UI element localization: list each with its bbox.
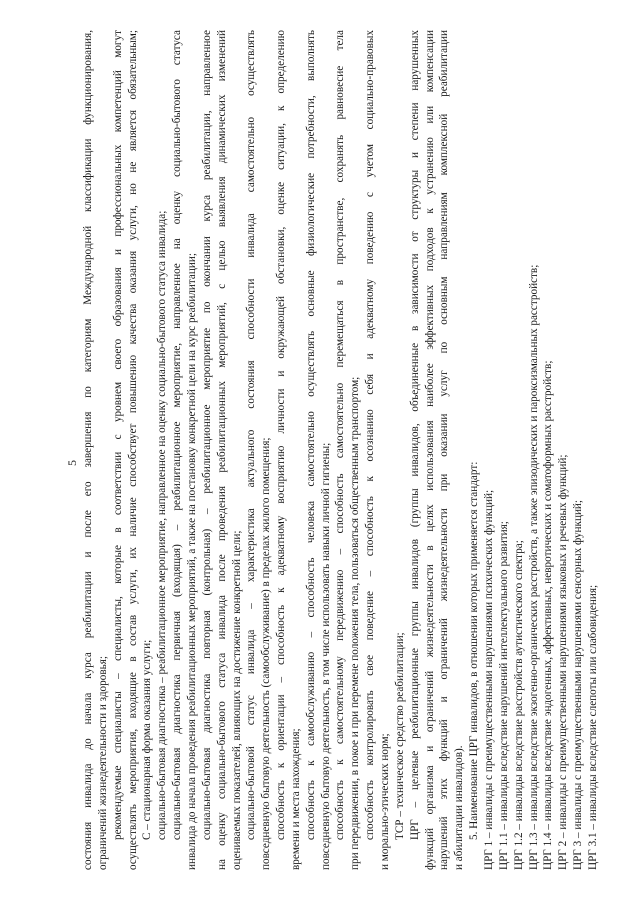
text-line: и абилитации инвалидов). bbox=[453, 745, 466, 870]
text-line: ЦРГ 1.4 – инвалиды вследствие эндогенных, аффективных, невротических и соматоформных расстройств; bbox=[542, 360, 555, 870]
text-line: инвалида до начала проведения реабилитационных мероприятий, а также на постановку конкретной цели на курс реабилитации; bbox=[185, 253, 198, 870]
text-line: оцениваемых показателей, влияющих на достижение конкретной цели; bbox=[230, 530, 243, 870]
text-line: социально-бытовой статус инвалида – характеристика актуального состояния способности инвалида самостоятельно осуществлять bbox=[245, 30, 258, 840]
text-line: ЦРГ 1.2 – инвалиды вследствие расстройств аутистического спектра; bbox=[512, 540, 525, 870]
text-line: нарушений этих функций и ограничений жизнедеятельности при оказании услуг по основным направлениям комплексной реабилитации bbox=[438, 30, 451, 870]
text-line: рекомендуемые специалисты – специалисты, которые в соответствии с уровнем своего образования и профессиональных компетенций могут bbox=[111, 30, 124, 840]
text-line: состояния инвалида до начала курса реабилитации и после его завершения по категориям Международной классификации функционирования, bbox=[82, 30, 94, 870]
text-line: социально-бытовая диагностика повторная (контрольная) – реабилитационное мероприятие по окончании курса реабилитации, направленное bbox=[200, 30, 213, 840]
text-line: социально-бытовая диагностика – реабилитационное мероприятие, направленное на оценку социально-бытового статуса инвалида; bbox=[156, 210, 169, 840]
text-line: ЦРГ 1.3 – инвалиды вследствие экзогенно-органических расстройств, а также эпизодических и пароксизмальных расстройств; bbox=[527, 264, 540, 870]
text-line: ЦРГ 1 – инвалиды с преимущественными нарушениями психических функций; bbox=[482, 489, 495, 870]
text-line: способность к самообслуживанию – способность человека самостоятельно осуществлять основные физиологические потребности, выполнять bbox=[304, 30, 317, 840]
text-line: осуществлять мероприятия, входящие в состав услуги, их наличие способствует повышению качества оказания услуги, но не является обязательным; bbox=[126, 30, 139, 870]
rotated-text-block bbox=[65, 30, 628, 870]
text-line: при передвижении, в покое и при перемене положения тела, пользоваться общественным транспортом; bbox=[349, 376, 362, 870]
text-line: повседневную бытовую деятельность, в том числе использовать навыки личной гигиены; bbox=[319, 442, 332, 870]
text-line: и морально-этических норм; bbox=[379, 733, 391, 870]
text-line: социально-бытовая диагностика первичная (входящая) – реабилитационное мероприятие, направленное на оценку социально-бытового статуса bbox=[171, 30, 184, 840]
text-line: ЦРГ 2 – инвалиды с преимущественными нарушениями языковых и речевых функций; bbox=[557, 454, 570, 870]
text-line: функций организма и ограничений жизнедеятельности в целях использования наиболее эффективных подходов к устранению или компенсации bbox=[423, 30, 436, 870]
text-line: С – стационарная форма оказания услуги; bbox=[141, 639, 154, 840]
text-line: ЦРГ – целевые реабилитационные группы инвалидов (группы инвалидов, объединенные в зависимости от структуры и степени нарушенных bbox=[408, 30, 421, 840]
page-number: 5 bbox=[65, 460, 79, 466]
text-line: ЦРГ 3 – инвалиды с преимущественными нарушениями сенсорных функций; bbox=[572, 499, 585, 870]
text-line: способность к самостоятельному передвижению – способность самостоятельно перемещаться в пространстве, сохранять равновесие тела bbox=[334, 30, 347, 840]
text-line: ЦРГ 3.1 – инвалиды вследствие слепоты или слабовидения; bbox=[586, 584, 599, 870]
text-line: на оценку социально-бытового статуса инвалида после проведения реабилитационных мероприятий, с целью выявления динамических изменений bbox=[215, 30, 228, 870]
text-line: ТСР – техническое средство реабилитации; bbox=[393, 632, 406, 840]
text-line: ЦРГ 1.1 – инвалиды вследствие нарушений интеллектуального развития; bbox=[497, 521, 510, 870]
text-line: времени и места нахождения; bbox=[289, 728, 302, 870]
text-line: способность к ориентации – способность к адекватному восприятию личности и окружающей обстановки, оценке ситуации, к определению bbox=[275, 30, 288, 840]
text-line: способность контролировать свое поведение – способность к осознанию себя и адекватному поведению с учетом социально-правовых bbox=[364, 30, 377, 840]
text-line: 5. Наименование ЦРГ инвалидов, в отношении которых применяется стандарт: bbox=[468, 461, 481, 840]
text-line: повседневную бытовую деятельность (самообслуживание) в пределах жилого помещения; bbox=[260, 437, 273, 870]
text-line: ограничений жизнедеятельности и здоровья; bbox=[96, 656, 109, 870]
